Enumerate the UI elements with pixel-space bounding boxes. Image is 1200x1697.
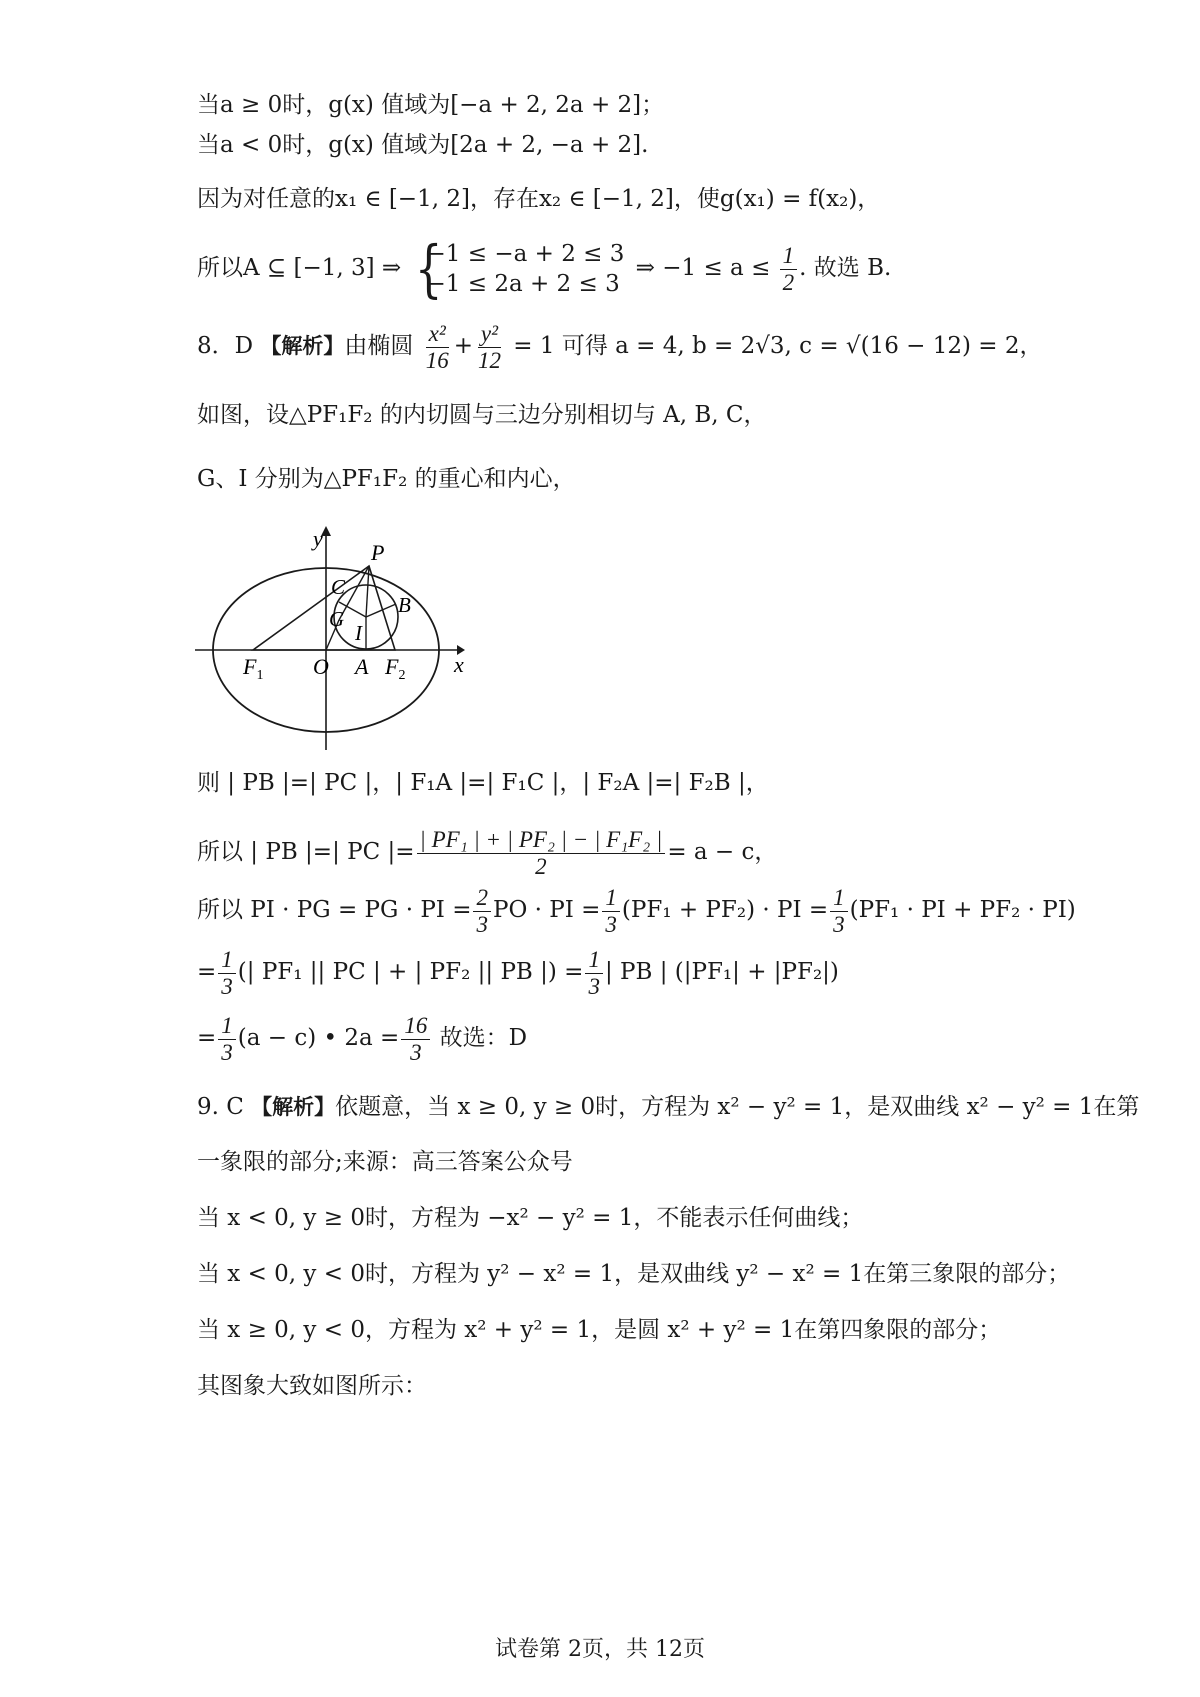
frac-den: 3: [221, 973, 233, 999]
q9-text: 依题意，当 x ≥ 0, y ≥ 0时，方程为 x² − y² = 1，是双曲线 x² − y² = 1在第: [335, 1094, 1140, 1120]
l4-suffix: . 故选 B.: [799, 255, 892, 281]
label-f1: $F_1$: [243, 654, 264, 683]
frac-num: 1: [780, 243, 798, 270]
q9-tag: 【解析】: [251, 1095, 336, 1119]
frac-num: 2: [473, 885, 491, 912]
fraction-half: [780, 243, 798, 296]
q8-tag: 【解析】: [260, 334, 345, 358]
text-line-2: 当a < 0时，g(x) 值域为[2a + 2, −a + 2].: [197, 132, 649, 158]
l9-prefix: 所以 | PB |=| PC |=: [197, 839, 415, 865]
frac-den: 3: [605, 911, 617, 937]
label-a: A: [355, 654, 369, 679]
label-c: C: [331, 575, 346, 599]
text-line-8: 则 | PB |=| PC |，| F₁A |=| F₁C |，| F₂A |=| F₂B |，: [197, 770, 769, 796]
frac-den: 3: [476, 911, 488, 937]
text-line-12: [197, 1008, 527, 1068]
fraction-16-3: [401, 1013, 430, 1066]
l12-prefix: =: [197, 1025, 217, 1051]
fraction-1-3: [830, 885, 848, 938]
l10-mid3: (PF₁ · PI + PF₂ · PI): [849, 897, 1076, 923]
sys-row-1: { −1 ≤ −a + 2 ≤ 3: [426, 241, 625, 267]
l10-mid2: (PF₁ + PF₂) · PI =: [621, 897, 829, 923]
frac-den: 16: [425, 347, 449, 373]
l12-suffix: 故选：D: [439, 1025, 528, 1051]
text-line-7: G、I 分别为△PF₁F₂ 的重心和内心，: [197, 466, 576, 492]
fraction-1-3: [585, 947, 603, 1000]
l11-suffix: | PB | (|PF₁| + |PF₂|): [604, 959, 839, 985]
fraction-x2-16: [423, 321, 452, 374]
text-line-10: [197, 880, 1076, 940]
l10-mid1: PO · PI =: [492, 897, 601, 923]
fraction-pb: [417, 827, 666, 880]
frac-num: 1: [602, 885, 620, 912]
label-o: O: [313, 654, 329, 679]
text-line-15: 当 x < 0, y ≥ 0时，方程为 −x² − y² = 1，不能表示任何曲线；: [197, 1205, 864, 1231]
frac-num: | PF₁ | + | PF₂ | − | F₁F₂ |: [417, 827, 666, 854]
text-line-11: [197, 942, 839, 1002]
equation-system: [413, 239, 625, 299]
frac-den: 12: [477, 347, 501, 373]
frac-num: 1: [585, 947, 603, 974]
frac-den: 2: [782, 269, 795, 295]
q9-number: 9. C: [197, 1094, 244, 1120]
label-b: B: [398, 593, 411, 617]
text-line-17: 当 x ≥ 0, y < 0，方程为 x² + y² = 1，是圆 x² + y² = 1在第四象限的部分；: [197, 1317, 1002, 1343]
label-x: x: [454, 652, 464, 677]
text-line-4: [197, 238, 891, 299]
fraction-2-3: [473, 885, 491, 938]
text-line-13: [197, 1090, 1139, 1124]
q8-text1: 由椭圆: [344, 333, 414, 359]
sys-row-2: −1 ≤ 2a + 2 ≤ 3: [426, 271, 620, 297]
plus-sign: +: [453, 333, 473, 359]
l12-mid: (a − c) • 2a =: [237, 1025, 400, 1051]
fraction-y2-12: [475, 321, 504, 374]
q8-number: 8．D: [197, 333, 254, 359]
text-line-1: 当a ≥ 0时，g(x) 值域为[−a + 2, 2a + 2]；: [197, 92, 665, 118]
page-footer: 试卷第 2页，共 12页: [495, 1637, 705, 1662]
label-g: G: [329, 607, 345, 631]
frac-num: 1: [218, 1013, 236, 1040]
fraction-1-3: [602, 885, 620, 938]
label-p: P: [371, 540, 385, 565]
frac-den: 3: [588, 973, 600, 999]
text-line-14: 一象限的部分;来源：高三答案公众号: [197, 1149, 573, 1175]
frac-num: x²: [426, 321, 449, 348]
l4-prefix: 所以A ⊆ [−1, 3] ⇒: [197, 255, 402, 281]
label-i: I: [355, 621, 362, 645]
text-line-6: 如图，设△PF₁F₂ 的内切圆与三边分别相切与 A, B, C，: [197, 402, 767, 428]
q8-text2: = 1 可得 a = 4, b = 2√3, c = √(16 − 12) = 2，: [513, 333, 1043, 359]
frac-den: 2: [535, 853, 547, 879]
frac-den: 3: [410, 1039, 422, 1065]
text-line-18: 其图象大致如图所示：: [197, 1373, 427, 1399]
frac-den: 3: [833, 911, 845, 937]
frac-num: 1: [830, 885, 848, 912]
l10-prefix: 所以 PI · PG = PG · PI =: [197, 897, 472, 923]
text-line-5: [197, 316, 1043, 376]
ellipse-figure: [195, 522, 465, 752]
l11-mid: (| PF₁ || PC | + | PF₂ || PB |) =: [237, 959, 584, 985]
fraction-1-3: [218, 947, 236, 1000]
label-y: y: [313, 526, 323, 551]
frac-num: 1: [218, 947, 236, 974]
fraction-1-3: [218, 1013, 236, 1066]
frac-num: y²: [478, 321, 501, 348]
l4-mid: ⇒ −1 ≤ a ≤: [635, 255, 771, 281]
text-line-9: [197, 822, 777, 882]
frac-den: 3: [221, 1039, 233, 1065]
label-f2: $F_2$: [385, 654, 406, 683]
text-line-16: 当 x < 0, y < 0时，方程为 y² − x² = 1，是双曲线 y² − x² = 1在第三象限的部分；: [197, 1261, 1071, 1287]
l9-suffix: = a − c，: [667, 839, 778, 865]
frac-num: 16: [401, 1013, 430, 1040]
text-line-3: 因为对任意的x₁ ∈ [−1, 2]，存在x₂ ∈ [−1, 2]，使g(x₁) = f(x₂)，: [197, 186, 881, 212]
l11-prefix: =: [197, 959, 217, 985]
